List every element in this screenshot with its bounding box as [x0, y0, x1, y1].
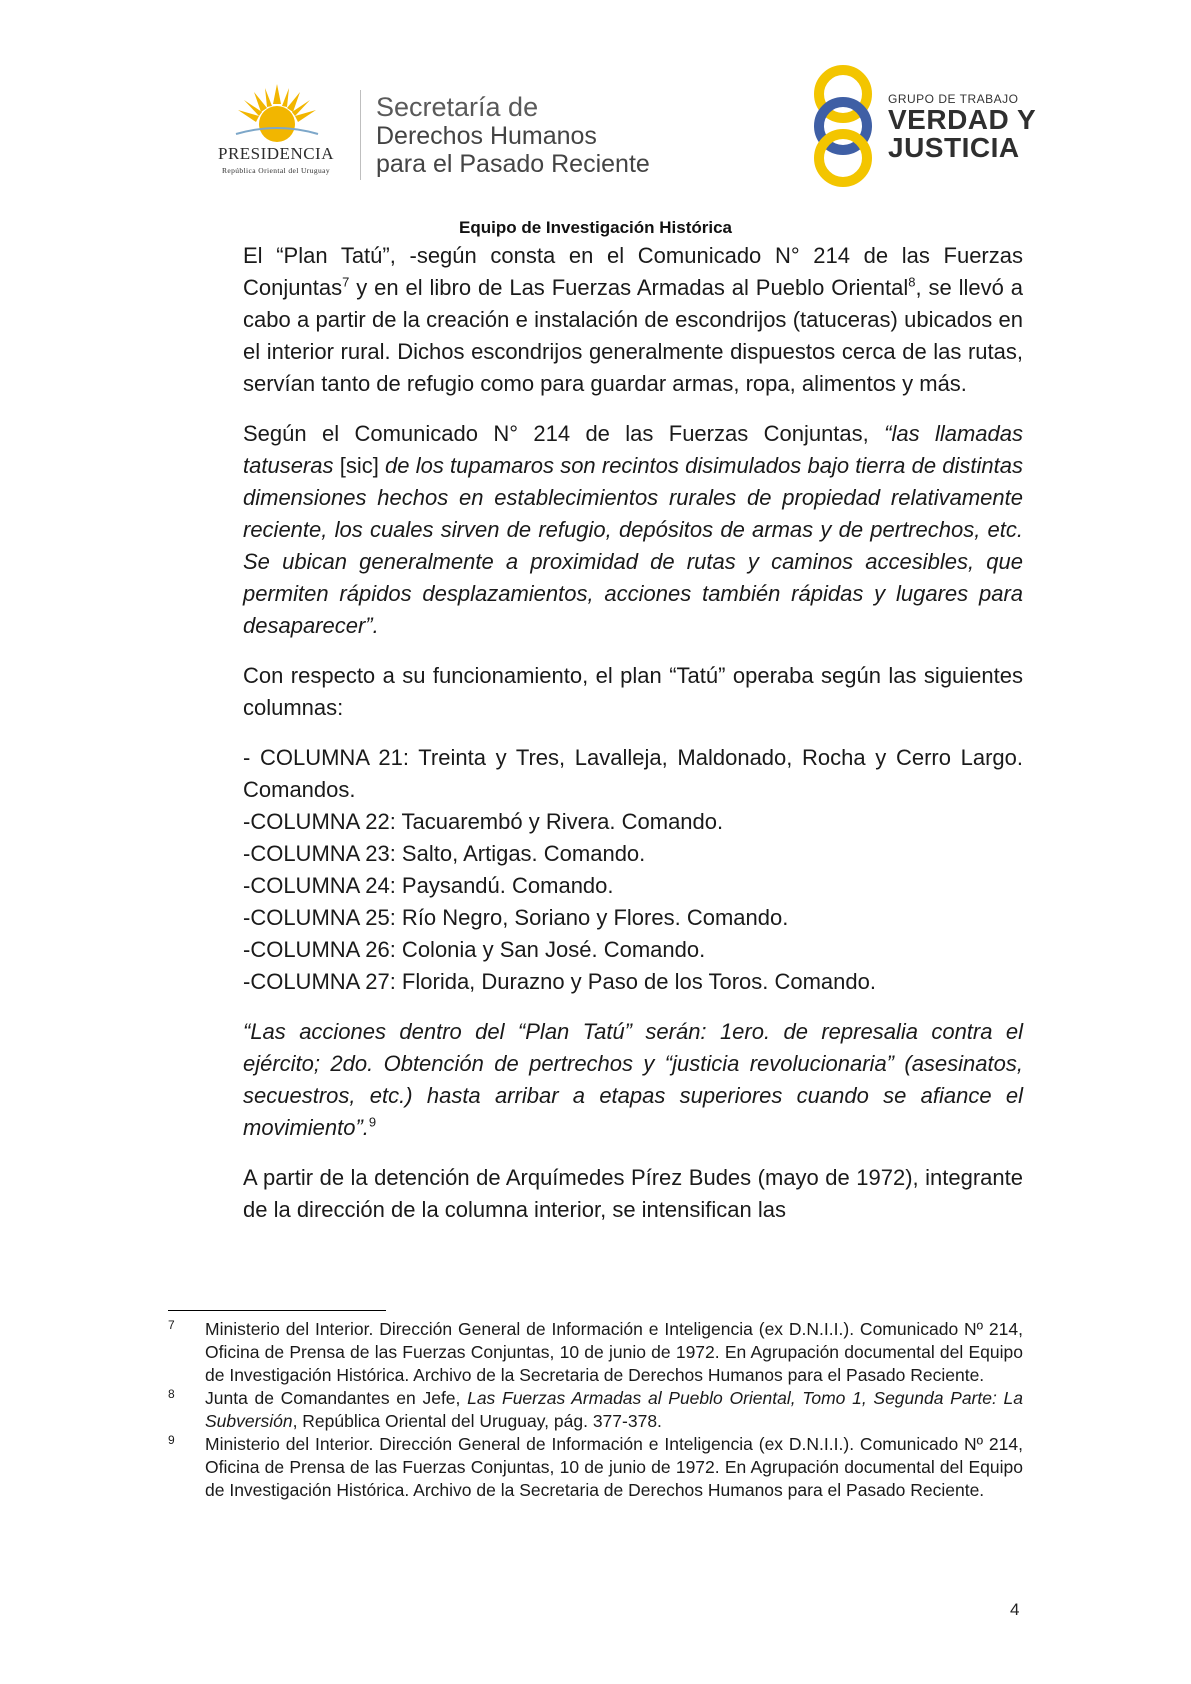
footnote-ref-7[interactable]: 7 — [342, 274, 350, 290]
list-item: - COLUMNA 21: Treinta y Tres, Lavalleja, Maldonado, Rocha y Cerro Largo. Comandos. — [243, 745, 1023, 802]
grupo-line1: GRUPO DE TRABAJO — [888, 92, 1019, 106]
footnote-number: 7 — [168, 1318, 175, 1332]
list-item: -COLUMNA 25: Río Negro, Soriano y Flores. Comando. — [243, 905, 789, 930]
footnote-8 — [168, 1387, 1023, 1433]
list-item: -COLUMNA 26: Colonia y San José. Comando. — [243, 937, 706, 962]
list-item: -COLUMNA 24: Paysandú. Comando. — [243, 873, 614, 898]
paragraph-2-part-a: Según el Comunicado N° 214 de las Fuerzas Conjuntas, — [243, 421, 885, 446]
sun-emblem-icon — [232, 82, 322, 144]
grupo-line3: JUSTICIA — [888, 132, 1020, 163]
footnotes — [168, 1318, 1023, 1502]
footnote-text: Ministerio del Interior. Dirección General de Información e Inteligencia (ex D.N.I.I.). Comunicado Nº 214, Oficina de Prensa de las Fuerzas Conjuntas, 10 de junio de 1972. En Agrupación documental del Equipo de Investigación Histórica. Archivo de la Secretaria de Derechos Humanos para el Pasado Reciente. — [205, 1319, 1023, 1385]
secretaria-logo-text — [376, 92, 650, 178]
presidencia-logo — [196, 82, 356, 182]
paragraph-1-part-c: , se llevó a cabo a partir de la creación e instalación de escondrijos (tatuceras) ubicados en el interior rural. Dichos escondrijos generalmente dispuestos cerca de las rutas, servían tanto de refugio como para guardar armas, ropa, alimentos y más. — [243, 275, 1023, 396]
paragraph-2 — [243, 418, 1023, 642]
secretaria-line2: Derechos Humanos — [376, 122, 597, 150]
grupo-line2: VERDAD Y — [888, 104, 1037, 135]
header-divider — [360, 90, 361, 180]
quote-paragraph — [243, 1016, 1023, 1144]
document-body — [243, 240, 1023, 1244]
footnote-7 — [168, 1318, 1023, 1387]
secretaria-line1: Secretaría de — [376, 92, 539, 122]
footnote-text-b: , República Oriental del Uruguay, pág. 377-378. — [292, 1411, 662, 1431]
paragraph-5: A partir de la detención de Arquímedes Pírez Budes (mayo de 1972), integrante de la dirección de la columna interior, se intensifican las — [243, 1165, 1023, 1222]
paragraph-2-quote-b: de los tupamaros son recintos disimulados bajo tierra de distintas dimensiones hechos en establecimientos rurales de propiedad relativamente reciente, los cuales sirven de refugio, depósitos de armas y de pertrechos, etc. Se ubican generalmente a proximidad de rutas y caminos accesibles, que permiten rápidos desplazamientos, acciones también rápidas y lugares para desaparecer”. — [243, 453, 1023, 638]
team-title: Equipo de Investigación Histórica — [459, 218, 732, 237]
rings-emblem-icon — [808, 62, 878, 190]
footnote-ref-9[interactable]: 9 — [368, 1114, 377, 1130]
paragraph-2-sic: [sic] — [333, 453, 386, 478]
footnote-number: 8 — [168, 1387, 175, 1401]
verdad-justicia-logo — [808, 62, 1048, 190]
paragraph-1-part-b: y en el libro de Las Fuerzas Armadas al Pueblo Oriental — [349, 275, 909, 300]
list-item: -COLUMNA 27: Florida, Durazno y Paso de los Toros. Comando. — [243, 969, 876, 994]
footnote-ref-8[interactable]: 8 — [908, 274, 916, 290]
quote-text: “Las acciones dentro del “Plan Tatú” serán: 1ero. de represalia contra el ejército; 2do. Obtención de pertrechos y “justicia revolucionaria” (asesinatos, secuestros, etc.) hasta arribar a etapas superiores cuando se afiance el movimiento”. — [243, 1019, 1023, 1140]
footnote-number: 9 — [168, 1433, 175, 1447]
footnote-book-title: Las Fuerzas Armadas al Pueblo Oriental, Tomo 1, Segunda Parte: La Subversión — [205, 1388, 1023, 1431]
columns-list — [243, 742, 1023, 998]
paragraph-1-part-a: El “Plan Tatú”, -según consta en el Comunicado N° 214 de las Fuerzas Conjuntas — [243, 243, 1023, 300]
footnote-text: Ministerio del Interior. Dirección General de Información e Inteligencia (ex D.N.I.I.). Comunicado Nº 214, Oficina de Prensa de las Fuerzas Conjuntas, 10 de junio de 1972. En Agrupación documental del Equipo de Investigación Histórica. Archivo de la Secretaria de Derechos Humanos para el Pasado Reciente. — [205, 1434, 1023, 1500]
list-item: -COLUMNA 23: Salto, Artigas. Comando. — [243, 841, 646, 866]
page-header — [0, 0, 1191, 200]
page-number: 4 — [1010, 1600, 1020, 1619]
paragraph-1 — [243, 240, 1023, 400]
footnote-9 — [168, 1433, 1023, 1502]
paragraph-3: Con respecto a su funcionamiento, el plan “Tatú” operaba según las siguientes columnas: — [243, 663, 1023, 720]
footnote-separator — [168, 1310, 386, 1311]
presidencia-title: PRESIDENCIA — [217, 144, 334, 163]
footnote-text-a: Junta de Comandantes en Jefe, — [205, 1388, 468, 1408]
secretaria-line3: para el Pasado Reciente — [376, 150, 650, 178]
list-item: -COLUMNA 22: Tacuarembó y Rivera. Comando. — [243, 809, 724, 834]
paragraph-2-quote-a: “las llamadas tatuseras — [243, 421, 1023, 478]
presidencia-subtitle: República Oriental del Uruguay — [221, 166, 330, 175]
